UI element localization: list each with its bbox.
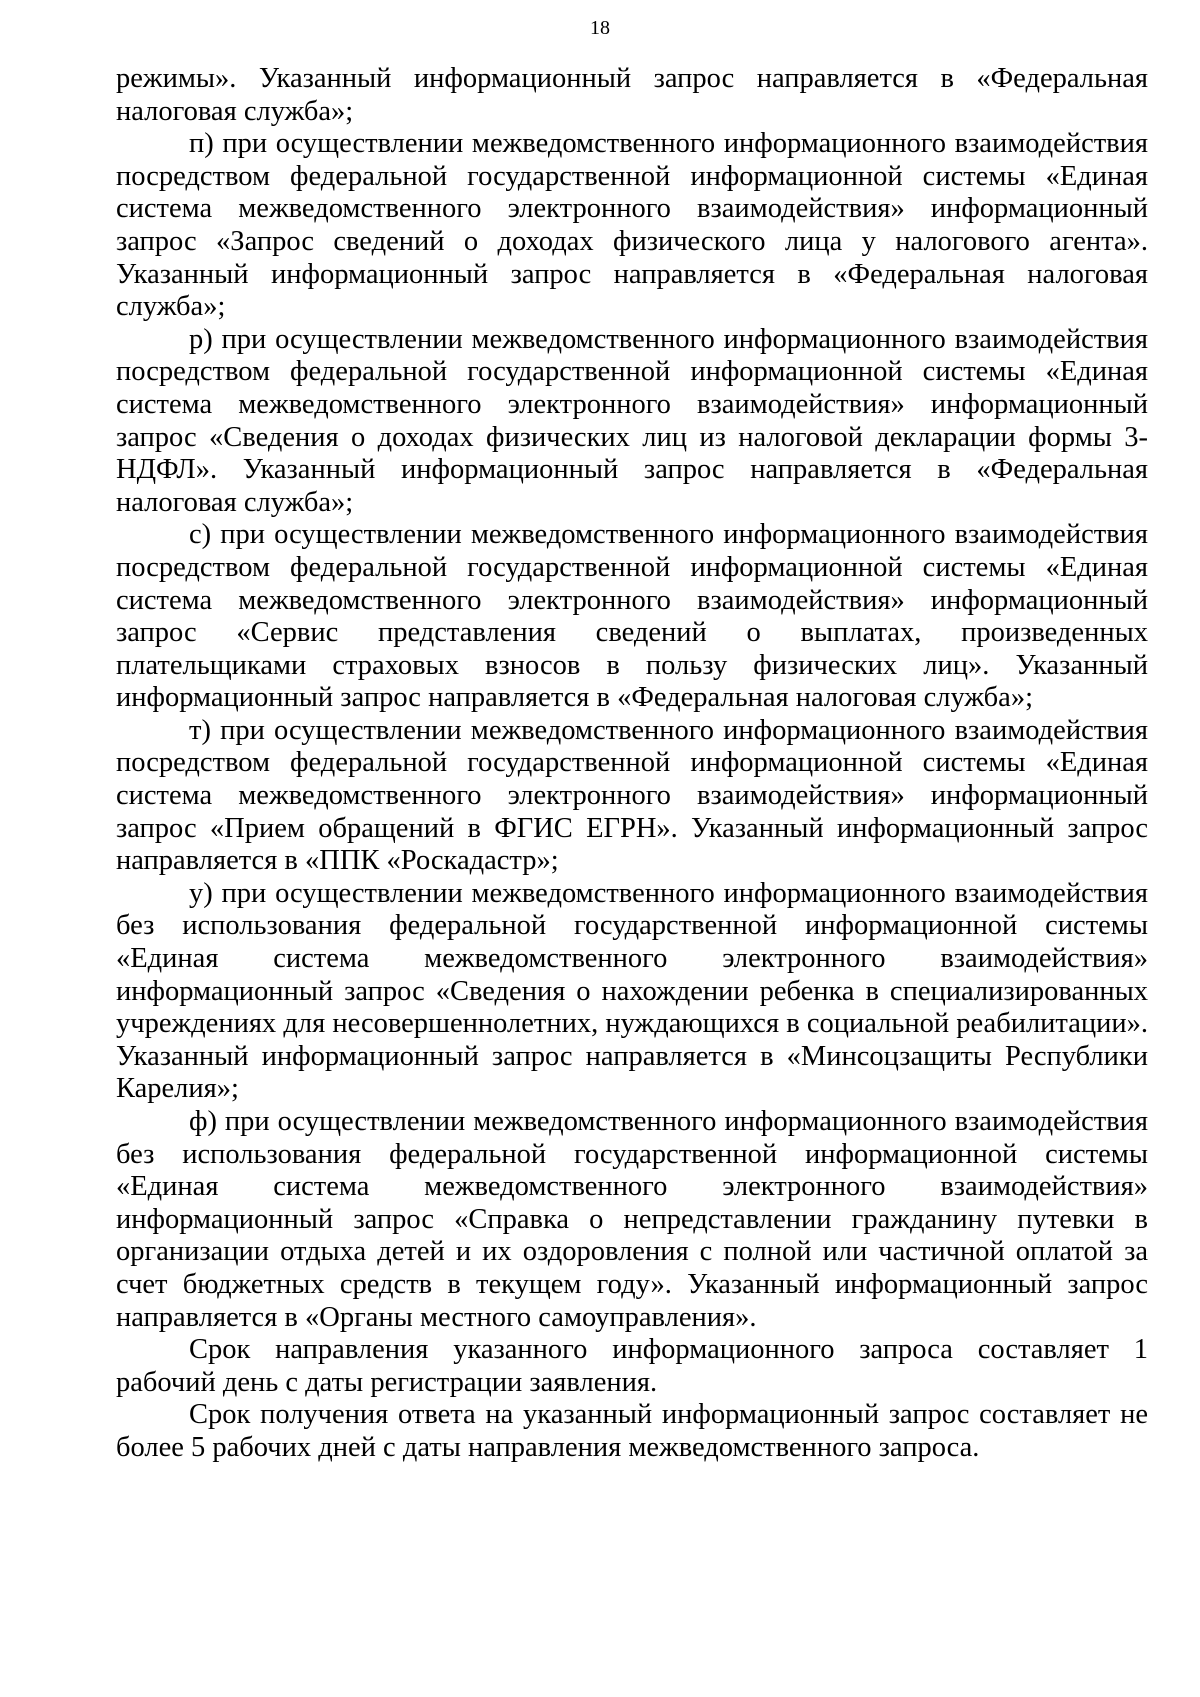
document-body [116, 63, 1148, 1465]
paragraph-item-t: т) при осуществлении межведомственного информационного взаимодействия посредством федеральной государственной информационной системы «Единая система межведомственного электронного взаимодействия» информационный запрос «Прием обращений в ФГИС ЕГРН». Указанный информационный запрос направляется в «ППК «Роскадастр»; [116, 714, 1148, 877]
paragraph-response-deadline: Срок получения ответа на указанный информационный запрос составляет не более 5 рабочих дней с даты направления межведомственного запроса. [116, 1399, 1148, 1463]
paragraph-item-f: ф) при осуществлении межведомственного информационного взаимодействия без использования федеральной государственной информационной системы «Единая система межведомственного электронного взаимодействия» информационный запрос «Справка о непредставлении гражданину путевки в организации отдыха детей и их оздоровления с полной или частичной оплатой за счет бюджетных средств в текущем году». Указанный информационный запрос направляется в «Органы местного самоуправления». [116, 1106, 1148, 1333]
page-number: 18 [590, 17, 610, 39]
paragraph-item-r: р) при осуществлении межведомственного информационного взаимодействия посредством федеральной государственной информационной системы «Единая система межведомственного электронного взаимодействия» информационный запрос «Сведения о доходах физических лиц из налоговой декларации формы 3-НДФЛ». Указанный информационный запрос направляется в «Федеральная налоговая служба»; [116, 323, 1148, 518]
paragraph-continuation: режимы». Указанный информационный запрос направляется в «Федеральная налоговая служба»; [116, 63, 1148, 127]
paragraph-item-s: с) при осуществлении межведомственного информационного взаимодействия посредством федеральной государственной информационной системы «Единая система межведомственного электронного взаимодействия» информационный запрос «Сервис представления сведений о выплатах, произведенных плательщиками страховых взносов в пользу физических лиц». Указанный информационный запрос направляется в «Федеральная налоговая служба»; [116, 519, 1148, 714]
paragraph-item-u: у) при осуществлении межведомственного информационного взаимодействия без использования федеральной государственной информационной системы «Единая система межведомственного электронного взаимодействия» информационный запрос «Сведения о нахождении ребенка в специализированных учреждениях для несовершеннолетних, нуждающихся в социальной реабилитации». Указанный информационный запрос направляется в «Минсоцзащиты Республики Карелия»; [116, 877, 1148, 1105]
paragraph-request-deadline: Срок направления указанного информационного запроса составляет 1 рабочий день с даты регистрации заявления. [116, 1334, 1148, 1398]
paragraph-item-p: п) при осуществлении межведомственного информационного взаимодействия посредством федеральной государственной информационной системы «Единая система межведомственного электронного взаимодействия» информационный запрос «Запрос сведений о доходах физического лица у налогового агента». Указанный информационный запрос направляется в «Федеральная налоговая служба»; [116, 128, 1148, 323]
